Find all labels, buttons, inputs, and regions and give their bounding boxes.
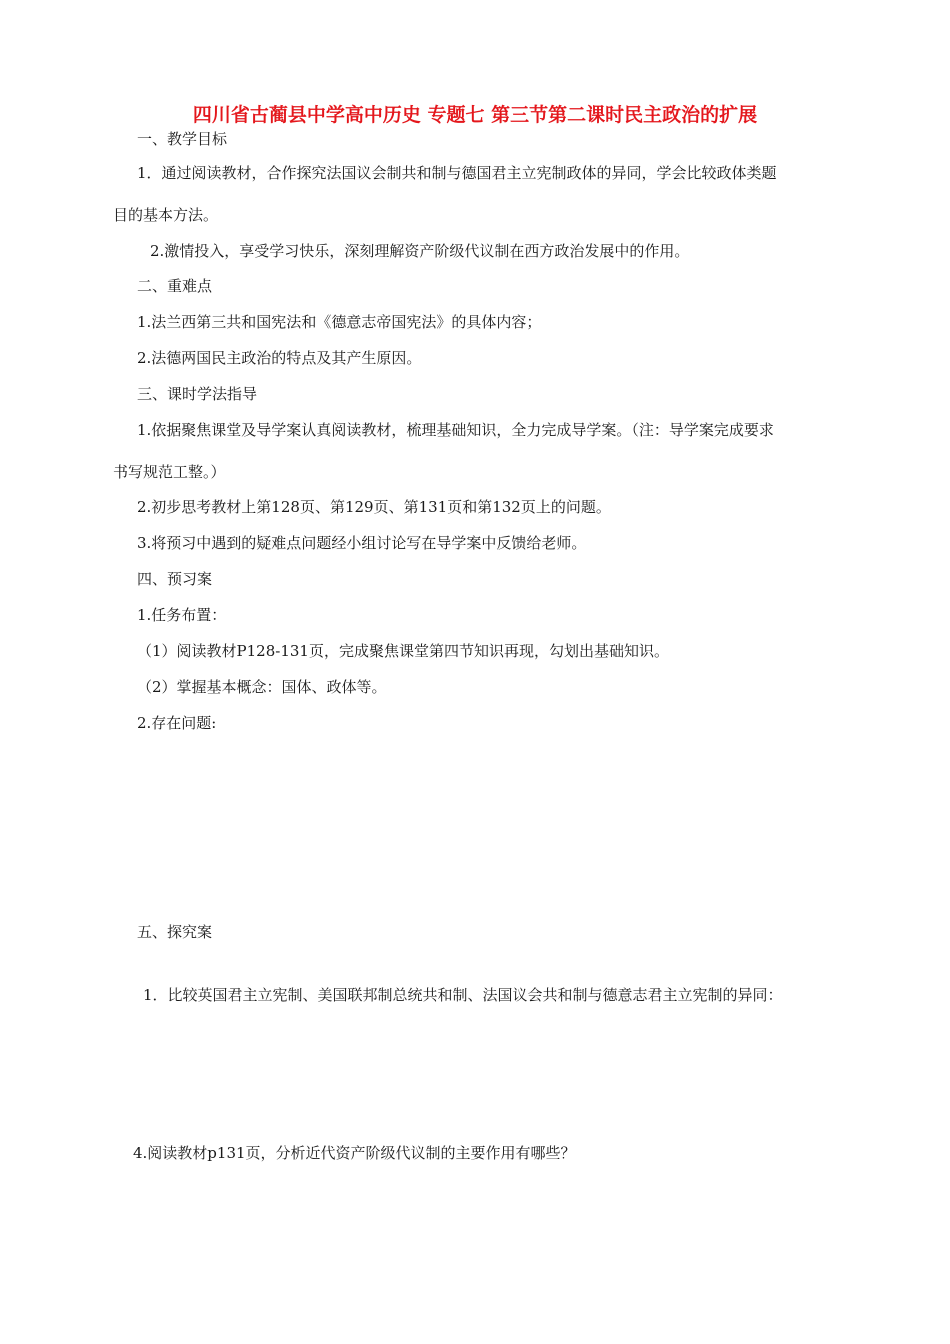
study-guide-item-2: 2.初步思考教材上第128页、第129页、第131页和第132页上的问题。 — [137, 498, 611, 516]
objective-item-2: 2.激情投入，享受学习快乐，深刻理解资产阶级代议制在西方政治发展中的作用。 — [150, 242, 690, 260]
inquiry-item-1: 1．比较英国君主立宪制、美国联邦制总统共和制、法国议会共和制与德意志君主立宪制的异同： — [143, 986, 783, 1004]
preview-subitem-2: （2）掌握基本概念：国体、政体等。 — [137, 678, 387, 696]
section-heading-preview: 四、预习案 — [137, 570, 213, 588]
document-title: 四川省古蔺县中学高中历史 专题七 第三节第二课时民主政治的扩展 — [192, 104, 758, 126]
study-guide-item-1: 1.依据聚焦课堂及导学案认真阅读教材，梳理基础知识，全力完成导学案。（注：导学案完成要求 — [137, 421, 774, 439]
objective-item-1: 1．通过阅读教材，合作探究法国议会制共和制与德国君主立宪制政体的异同，学会比较政体类题 — [137, 164, 777, 182]
key-point-item-2: 2.法德两国民主政治的特点及其产生原因。 — [137, 349, 422, 367]
study-guide-item-1-continued: 书写规范工整。） — [113, 463, 226, 481]
study-guide-item-3: 3.将预习中遇到的疑难点问题经小组讨论写在导学案中反馈给老师。 — [137, 534, 587, 552]
preview-item-1: 1.任务布置： — [137, 606, 227, 624]
preview-subitem-1: （1）阅读教材P128-131页，完成聚焦课堂第四节知识再现，勾划出基础知识。 — [137, 642, 669, 660]
objective-item-1-continued: 目的基本方法。 — [113, 206, 219, 224]
inquiry-item-4: 4.阅读教材p131页，分析近代资产阶级代议制的主要作用有哪些？ — [133, 1144, 576, 1162]
section-heading-study-guide: 三、课时学法指导 — [137, 385, 258, 403]
section-heading-inquiry: 五、探究案 — [137, 923, 213, 941]
section-heading-key-points: 二、重难点 — [137, 277, 213, 295]
section-heading-objectives: 一、教学目标 — [137, 130, 228, 148]
preview-item-2: 2.存在问题: — [137, 714, 217, 732]
key-point-item-1: 1.法兰西第三共和国宪法和《德意志帝国宪法》的具体内容； — [137, 313, 542, 331]
